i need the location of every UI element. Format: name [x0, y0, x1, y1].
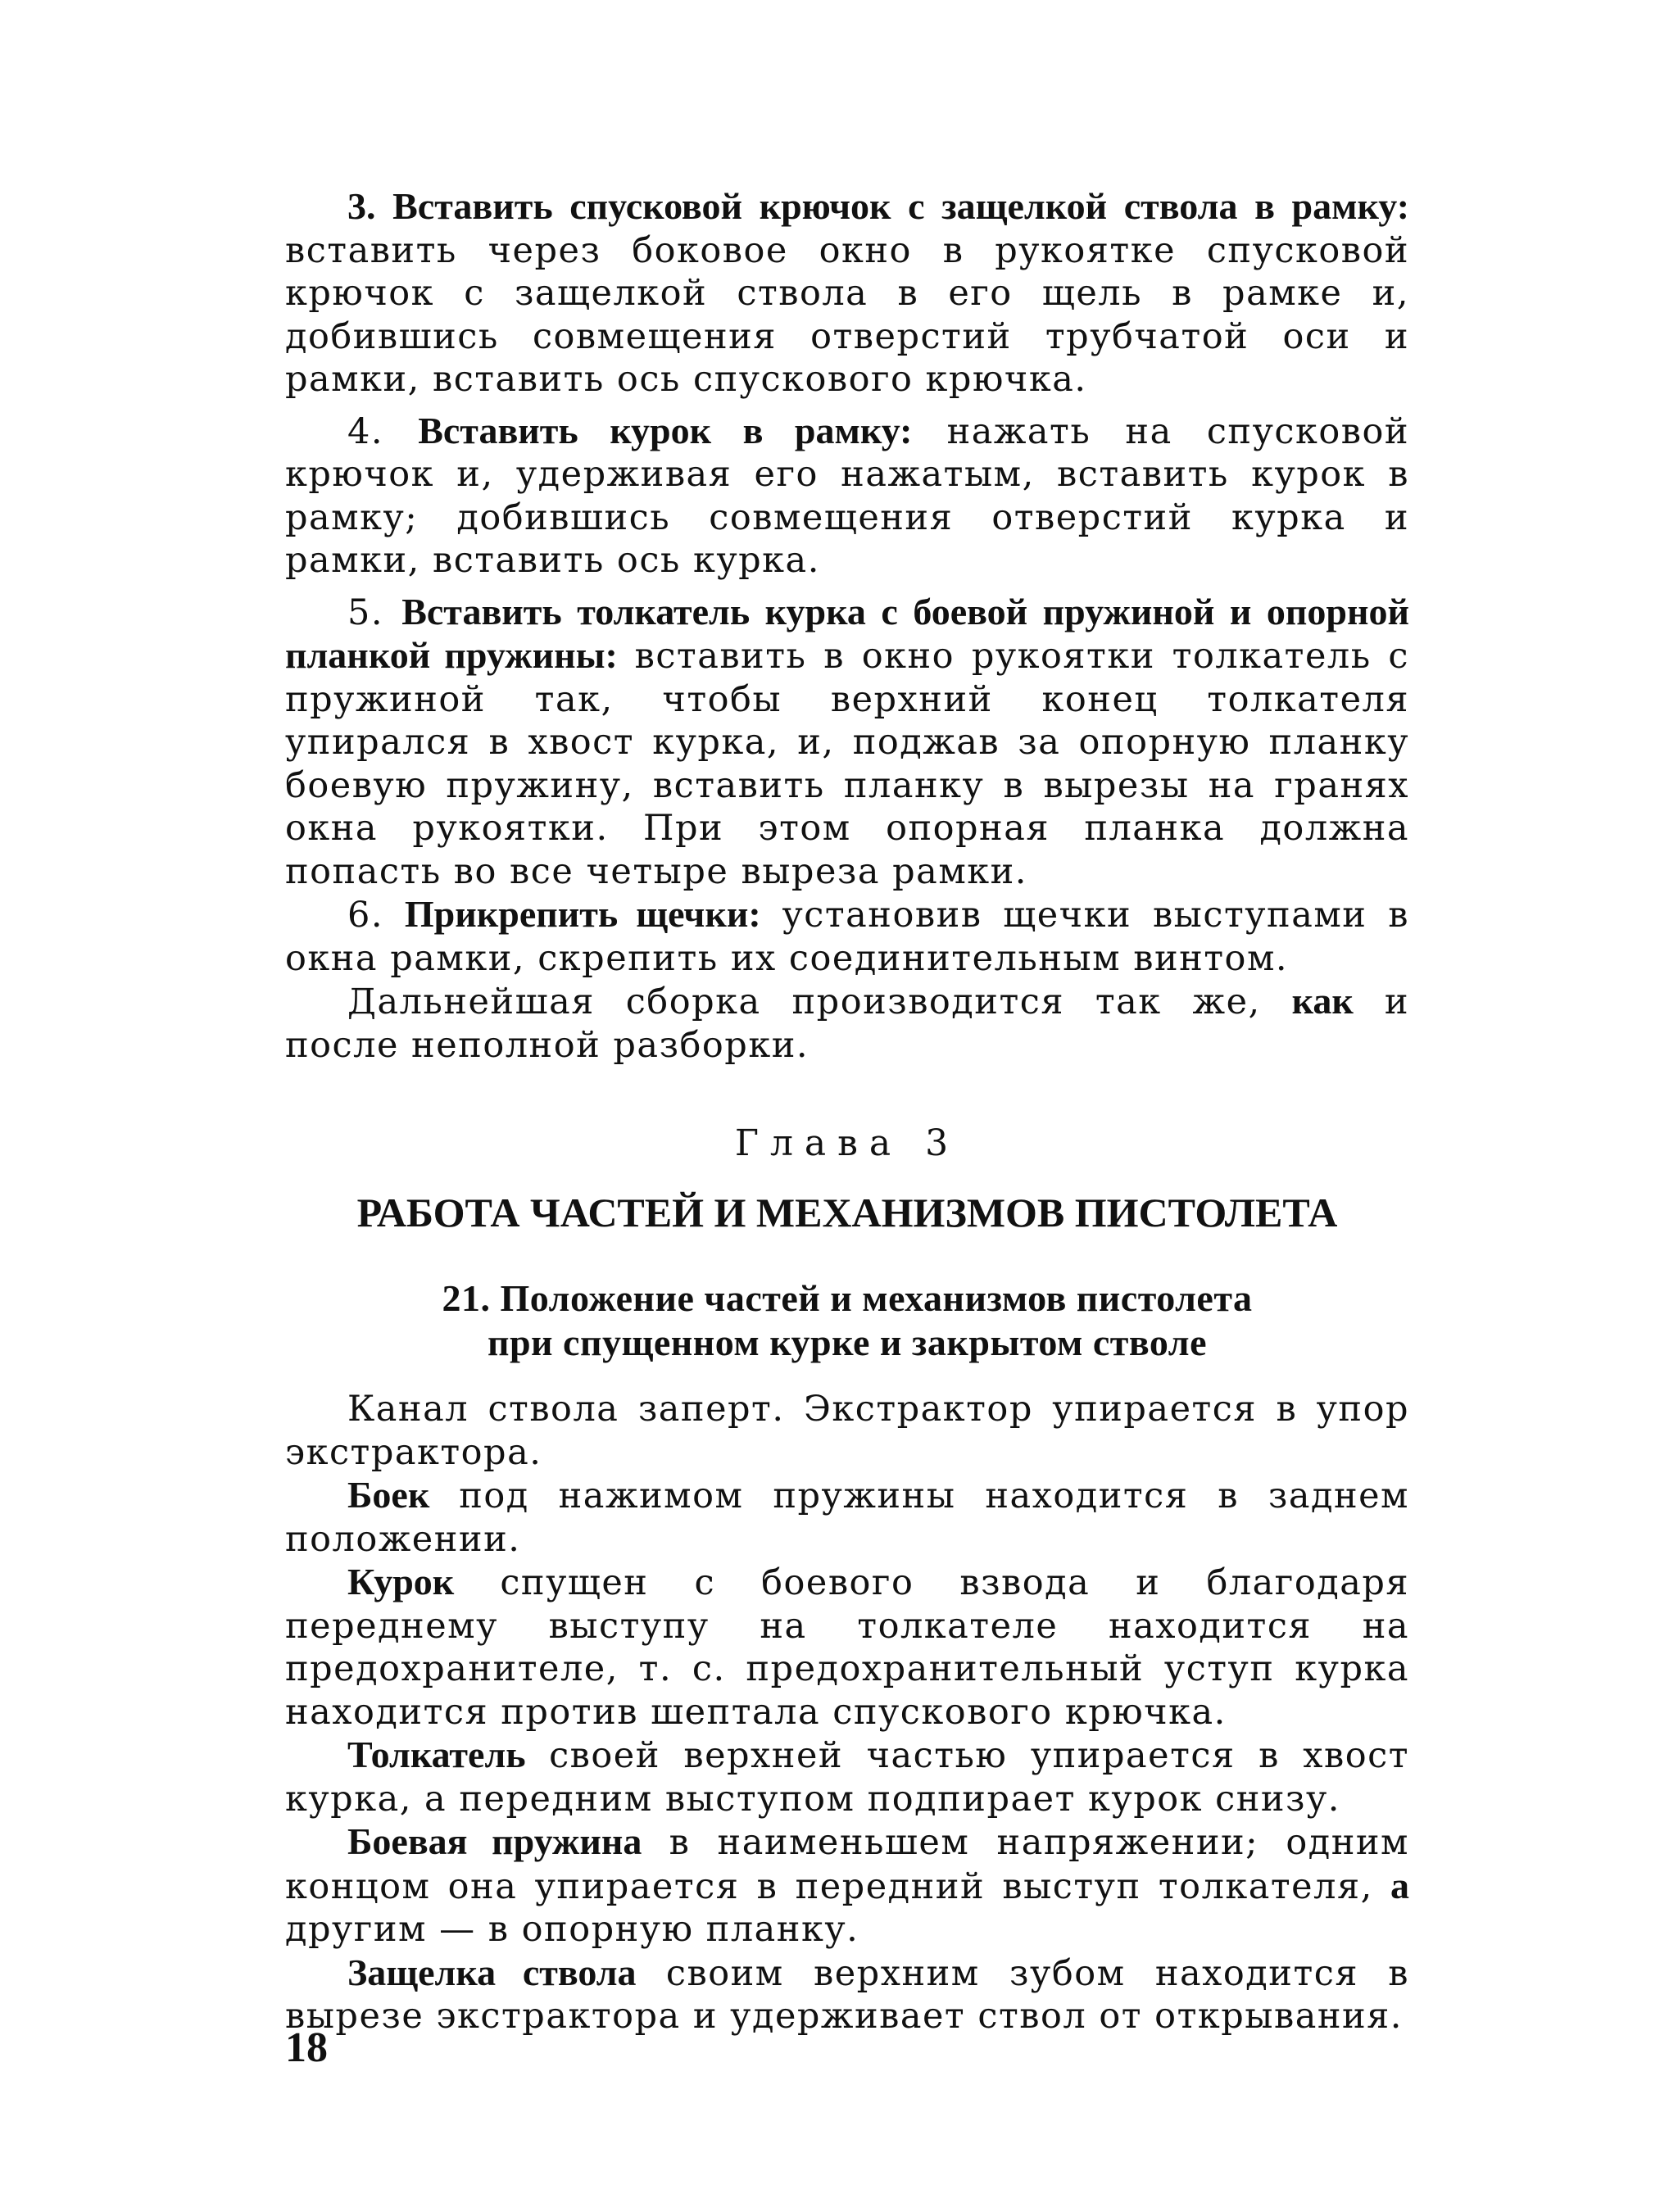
part-paragraph: Боек под нажимом пружины находится в заднем положении. [285, 1474, 1409, 1560]
step-heading: Прикрепить щечки: [404, 893, 761, 935]
step-heading: Вставить толкатель курка с боевой пружиной и опорной планкой пружины: [285, 590, 1409, 676]
chapter-label: Глава 3 [734, 1122, 960, 1164]
part-paragraph: Боевая пружина в наименьшем напряжении; одним концом она упирается в передний выступ толкателя, а другим — в опорную планку. [285, 1820, 1409, 1950]
part-name: Боек [347, 1474, 430, 1516]
part-name: Курок [347, 1561, 455, 1602]
step-heading: Вставить курок в рамку: [418, 409, 913, 451]
parts-description [285, 1388, 1409, 2038]
chapter-title: РАБОТА ЧАСТЕЙ И МЕХАНИЗМОВ ПИСТОЛЕТА [356, 1190, 1338, 1235]
assembly-steps [285, 185, 1409, 1067]
part-paragraph: Толкатель своей верхней частью упирается в хвост курка, а передним выступом подпирает курок снизу. [285, 1734, 1409, 1820]
page-number: 18 [285, 2024, 328, 2071]
part-paragraph: Курок спущен с боевого взвода и благодаря переднему выступу на толкателе находится на предохранителе, т. с. предохранительный уступ курка находится против шептала спускового крючка. [285, 1561, 1409, 1733]
closing-paragraph: Дальнейшая сборка производится так же, как и после неполной разборки. [285, 980, 1409, 1066]
section-title: 21. Положение частей и механизмов пистолета при спущенном курке и закрытом стволе [442, 1277, 1253, 1363]
part-name: Боевая пружина [347, 1820, 642, 1862]
step-heading: 3. Вставить спусковой крючок с защелкой ствола в рамку: [347, 185, 1410, 227]
step-paragraph: 4. Вставить курок в рамку: нажать на спусковой крючок и, удерживая его нажатым, вставить курок в рамку; добившись совмещения отверстий курка и рамки, вставить ось курка. [285, 409, 1409, 581]
step-paragraph: 5. Вставить толкатель курка с боевой пружиной и опорной планкой пружины: вставить в окно рукоятки толкатель с пружиной так, чтобы верхний конец толкателя упирался в хвост курка, и, поджав за опорную планку боевую пружину, вставить планку в вырезы на гранях окна рукоятки. При этом опорная планка должна попасть во все четыре выреза рамки. [285, 590, 1410, 892]
document-page [285, 0, 1409, 2212]
part-name: Толкатель [347, 1734, 526, 1775]
intro-paragraph: Канал ствола заперт. Экстрактор упирается в упор экстрактора. [285, 1389, 1409, 1473]
part-paragraph: Защелка ствола своим верхним зубом находится в вырезе экстрактора и удерживает ствол от открывания. [285, 1951, 1409, 2037]
part-name: Защелка ствола [347, 1951, 637, 1993]
step-paragraph: 6. Прикрепить щечки: установив щечки выступами в окна рамки, скрепить их соединительным винтом. [285, 893, 1409, 979]
step-paragraph: 3. Вставить спусковой крючок с защелкой ствола в рамку: вставить через боковое окно в рукоятке спусковой крючок с защелкой ствола в его щель в рамке и, добившись совмещения отверстий трубчатой оси и рамки, вставить ось спускового крючка. [285, 185, 1410, 400]
